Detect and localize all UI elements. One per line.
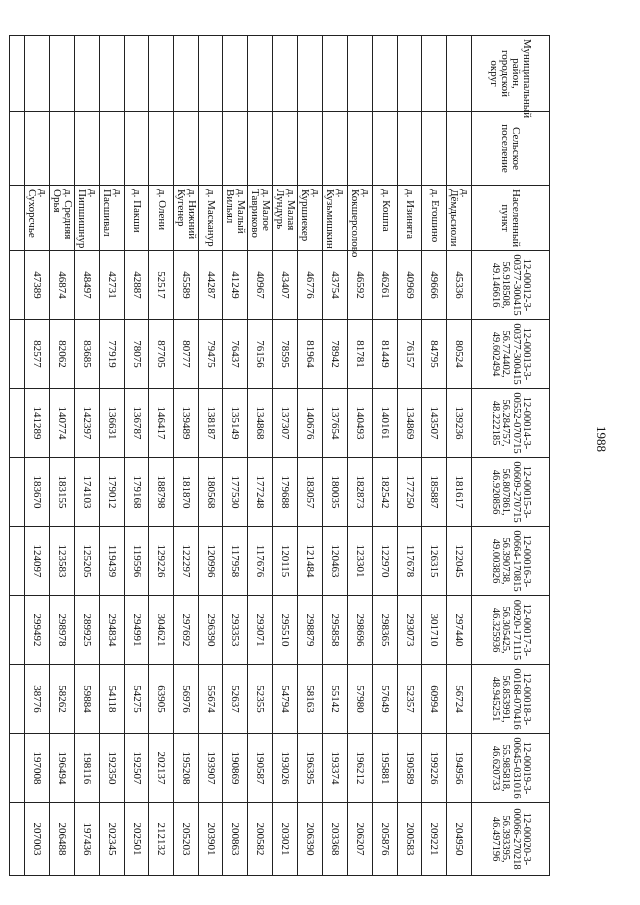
- distance-table: [9, 35, 550, 876]
- distance-cell: 46874: [50, 251, 75, 320]
- district-cell: [248, 36, 273, 112]
- distance-cell: 117678: [398, 527, 423, 596]
- distance-cell: 183670: [25, 458, 50, 527]
- distance-cell: 199226: [422, 734, 447, 803]
- distance-cell: 42731: [100, 251, 125, 320]
- settlement-cell: [447, 112, 472, 186]
- distance-cell: 52357: [398, 665, 423, 734]
- settlement-cell: [422, 112, 447, 186]
- locality-cell: д. Малая Лундурь: [273, 186, 298, 251]
- locality-cell: д. Кошпа: [373, 186, 398, 251]
- distance-cell: 46261: [373, 251, 398, 320]
- distance-cell: 52637: [223, 665, 248, 734]
- table-body: [10, 36, 472, 876]
- distance-cell: 194956: [447, 734, 472, 803]
- distance-cell: 174103: [75, 458, 100, 527]
- distance-cell: 123301: [348, 527, 373, 596]
- distance-cell: 80777: [174, 320, 199, 389]
- distance-cell: 299492: [25, 596, 50, 665]
- distance-cell: 206488: [50, 803, 75, 876]
- table-row: [273, 36, 298, 876]
- distance-cell: 46776: [298, 251, 323, 320]
- locality-cell: д. Егошино: [422, 186, 447, 251]
- distance-cell: 298696: [348, 596, 373, 665]
- distance-cell: 293353: [223, 596, 248, 665]
- distance-cell: 134868: [248, 389, 273, 458]
- distance-cell: 196212: [348, 734, 373, 803]
- settlement-cell: [50, 112, 75, 186]
- distance-cell: 200582: [248, 803, 273, 876]
- distance-cell: 298365: [373, 596, 398, 665]
- object-code-header: 12-00018-3-00168-070416 56.853991, 48.945251: [472, 665, 550, 734]
- distance-cell: 142397: [75, 389, 100, 458]
- distance-cell: 198116: [75, 734, 100, 803]
- district-cell: [398, 36, 423, 112]
- distance-cell: 57980: [348, 665, 373, 734]
- distance-cell: 136787: [125, 389, 150, 458]
- locality-cell: д. Масканур: [199, 186, 224, 251]
- distance-cell: 43407: [273, 251, 298, 320]
- distance-cell: 117958: [223, 527, 248, 596]
- distance-cell: 181617: [447, 458, 472, 527]
- distance-cell: 49666: [422, 251, 447, 320]
- rotated-table-frame: [26, 35, 550, 875]
- district-cell: [50, 36, 75, 112]
- table-row: [323, 36, 348, 876]
- distance-cell: 297440: [447, 596, 472, 665]
- settlement-cell: [223, 112, 248, 186]
- locality-cell: д. Малый Вильял: [223, 186, 248, 251]
- distance-cell: 43754: [323, 251, 348, 320]
- distance-cell: 185887: [422, 458, 447, 527]
- distance-cell: 52355: [248, 665, 273, 734]
- distance-cell: 135149: [223, 389, 248, 458]
- locality-cell: д. Пакши: [125, 186, 150, 251]
- distance-cell: 59884: [75, 665, 100, 734]
- distance-cell: 122045: [447, 527, 472, 596]
- distance-cell: 294991: [125, 596, 150, 665]
- table-row: [25, 36, 50, 876]
- distance-cell: 119439: [100, 527, 125, 596]
- distance-cell: [10, 527, 25, 596]
- distance-cell: 81781: [348, 320, 373, 389]
- district-cell: [125, 36, 150, 112]
- locality-cell: д. Средняя Орья: [50, 186, 75, 251]
- table-row: [125, 36, 150, 876]
- locality-cell: д. Пасшивал: [100, 186, 125, 251]
- object-code-header: 12-00016-3-00664-170815 56.390738, 49.003826: [472, 527, 550, 596]
- object-code-header: 12-00012-3-00377-300415 56.918508, 49.146616: [472, 251, 550, 320]
- distance-cell: 120996: [199, 527, 224, 596]
- table-row: [348, 36, 373, 876]
- distance-cell: 122970: [373, 527, 398, 596]
- distance-cell: [10, 803, 25, 876]
- distance-cell: 58163: [298, 665, 323, 734]
- distance-cell: 304621: [149, 596, 174, 665]
- distance-cell: 140774: [50, 389, 75, 458]
- locality-cell: д. Кокшерсолово: [348, 186, 373, 251]
- table-row: [199, 36, 224, 876]
- district-cell: [223, 36, 248, 112]
- table-row: [422, 36, 447, 876]
- distance-cell: 183155: [50, 458, 75, 527]
- distance-cell: 41249: [223, 251, 248, 320]
- district-cell: [149, 36, 174, 112]
- distance-cell: 179688: [273, 458, 298, 527]
- distance-cell: 82062: [50, 320, 75, 389]
- distance-cell: 180568: [199, 458, 224, 527]
- distance-cell: 119596: [125, 527, 150, 596]
- distance-cell: 188798: [149, 458, 174, 527]
- settlement-cell: [174, 112, 199, 186]
- object-code-header: 12-00014-3-00552-070715 56.284757, 48.222185: [472, 389, 550, 458]
- settlement-cell: [373, 112, 398, 186]
- distance-cell: 78942: [323, 320, 348, 389]
- district-cell: [10, 36, 25, 112]
- distance-cell: 56976: [174, 665, 199, 734]
- distance-cell: 54275: [125, 665, 150, 734]
- distance-cell: 203368: [323, 803, 348, 876]
- distance-cell: 122297: [174, 527, 199, 596]
- distance-cell: 76437: [223, 320, 248, 389]
- distance-cell: 200863: [223, 803, 248, 876]
- settlement-cell: [25, 112, 50, 186]
- distance-cell: 205876: [373, 803, 398, 876]
- locality-cell: д. Изинята: [398, 186, 423, 251]
- distance-cell: 183057: [298, 458, 323, 527]
- distance-cell: 77919: [100, 320, 125, 389]
- distance-cell: 47389: [25, 251, 50, 320]
- distance-cell: 81449: [373, 320, 398, 389]
- distance-cell: 78075: [125, 320, 150, 389]
- distance-cell: 297692: [174, 596, 199, 665]
- distance-cell: 125205: [75, 527, 100, 596]
- settlement-cell: [10, 112, 25, 186]
- distance-cell: [10, 665, 25, 734]
- distance-cell: 294834: [100, 596, 125, 665]
- district-cell: [298, 36, 323, 112]
- locality-cell: д. Куршиекер: [298, 186, 323, 251]
- district-cell: [199, 36, 224, 112]
- table-row: [223, 36, 248, 876]
- locality-cell: д. Нижний Кугенер: [174, 186, 199, 251]
- distance-cell: 197008: [25, 734, 50, 803]
- object-code-header: 12-00013-3-00377-300415 56.774402, 49.602494: [472, 320, 550, 389]
- distance-cell: 87705: [149, 320, 174, 389]
- distance-cell: 177248: [248, 458, 273, 527]
- table-row: [75, 36, 100, 876]
- distance-cell: 82577: [25, 320, 50, 389]
- distance-cell: 55142: [323, 665, 348, 734]
- distance-cell: 209221: [422, 803, 447, 876]
- distance-cell: 179168: [125, 458, 150, 527]
- district-cell: [323, 36, 348, 112]
- distance-cell: 60994: [422, 665, 447, 734]
- distance-cell: 58262: [50, 665, 75, 734]
- distance-cell: 177250: [398, 458, 423, 527]
- district-cell: [75, 36, 100, 112]
- distance-cell: 140161: [373, 389, 398, 458]
- settlement-cell: [149, 112, 174, 186]
- distance-cell: 78595: [273, 320, 298, 389]
- distance-cell: 177530: [223, 458, 248, 527]
- distance-cell: 181870: [174, 458, 199, 527]
- distance-cell: 190869: [223, 734, 248, 803]
- distance-cell: 140676: [298, 389, 323, 458]
- distance-cell: 206390: [298, 803, 323, 876]
- locality-cell: [10, 186, 25, 251]
- distance-cell: 196494: [50, 734, 75, 803]
- distance-cell: 138187: [199, 389, 224, 458]
- distance-cell: 121484: [298, 527, 323, 596]
- distance-cell: 129226: [149, 527, 174, 596]
- distance-cell: 195208: [174, 734, 199, 803]
- distance-cell: 40969: [398, 251, 423, 320]
- distance-cell: 190589: [398, 734, 423, 803]
- distance-cell: 202345: [100, 803, 125, 876]
- district-cell: [373, 36, 398, 112]
- distance-cell: 182873: [348, 458, 373, 527]
- distance-cell: 139489: [174, 389, 199, 458]
- district-cell: [422, 36, 447, 112]
- distance-cell: 137307: [273, 389, 298, 458]
- table-row: [248, 36, 273, 876]
- settlement-cell: [398, 112, 423, 186]
- settlement-cell: [125, 112, 150, 186]
- district-cell: [25, 36, 50, 112]
- distance-cell: 57649: [373, 665, 398, 734]
- distance-cell: 134869: [398, 389, 423, 458]
- distance-cell: 289925: [75, 596, 100, 665]
- distance-cell: 40967: [248, 251, 273, 320]
- distance-cell: [10, 596, 25, 665]
- object-code-header: 12-00015-3-00609-270715 56.807861, 46.920856: [472, 458, 550, 527]
- distance-cell: 54118: [100, 665, 125, 734]
- table-row: [373, 36, 398, 876]
- distance-cell: 301710: [422, 596, 447, 665]
- distance-cell: 298978: [50, 596, 75, 665]
- distance-cell: 298879: [298, 596, 323, 665]
- distance-cell: [10, 458, 25, 527]
- distance-cell: 123583: [50, 527, 75, 596]
- distance-cell: 195881: [373, 734, 398, 803]
- locality-cell: д. Кузьмишкин: [323, 186, 348, 251]
- header-row: [472, 36, 550, 876]
- distance-cell: 55674: [199, 665, 224, 734]
- settlement-cell: [248, 112, 273, 186]
- settlement-cell: [199, 112, 224, 186]
- distance-cell: 212132: [149, 803, 174, 876]
- locality-cell: д. Малое Тавриково: [248, 186, 273, 251]
- distance-cell: 44287: [199, 251, 224, 320]
- distance-cell: 206207: [348, 803, 373, 876]
- distance-cell: 42887: [125, 251, 150, 320]
- settlement-cell: [298, 112, 323, 186]
- distance-cell: 197436: [75, 803, 100, 876]
- column-header: Населенный пункт: [472, 186, 550, 251]
- distance-cell: 120115: [273, 527, 298, 596]
- object-code-header: 12-00019-3-00645-031016 55.985818, 46.620733: [472, 734, 550, 803]
- distance-cell: 146417: [149, 389, 174, 458]
- page-number: 1988: [594, 426, 609, 452]
- table-row: [174, 36, 199, 876]
- distance-cell: 296390: [199, 596, 224, 665]
- distance-cell: 81964: [298, 320, 323, 389]
- distance-cell: 180035: [323, 458, 348, 527]
- distance-cell: 76157: [398, 320, 423, 389]
- distance-cell: 193374: [323, 734, 348, 803]
- distance-cell: 124097: [25, 527, 50, 596]
- distance-cell: 79475: [199, 320, 224, 389]
- table-row: [50, 36, 75, 876]
- distance-cell: 48497: [75, 251, 100, 320]
- distance-cell: 63905: [149, 665, 174, 734]
- distance-cell: 203021: [273, 803, 298, 876]
- district-cell: [174, 36, 199, 112]
- distance-cell: [10, 320, 25, 389]
- distance-cell: 203901: [199, 803, 224, 876]
- table-row: [398, 36, 423, 876]
- distance-cell: 84795: [422, 320, 447, 389]
- settlement-cell: [273, 112, 298, 186]
- locality-cell: д. Сухорсчье: [25, 186, 50, 251]
- distance-cell: 45336: [447, 251, 472, 320]
- table-row: [298, 36, 323, 876]
- distance-cell: 293073: [398, 596, 423, 665]
- settlement-cell: [323, 112, 348, 186]
- distance-cell: 295510: [273, 596, 298, 665]
- distance-cell: 140493: [348, 389, 373, 458]
- distance-cell: 54794: [273, 665, 298, 734]
- distance-cell: 52517: [149, 251, 174, 320]
- distance-cell: [10, 251, 25, 320]
- distance-cell: 141289: [25, 389, 50, 458]
- district-cell: [100, 36, 125, 112]
- distance-cell: 76156: [248, 320, 273, 389]
- distance-cell: 120463: [323, 527, 348, 596]
- distance-cell: 293071: [248, 596, 273, 665]
- distance-cell: 46592: [348, 251, 373, 320]
- table-row: [10, 36, 25, 876]
- distance-cell: 192350: [100, 734, 125, 803]
- table-row: [447, 36, 472, 876]
- distance-cell: 126315: [422, 527, 447, 596]
- distance-cell: 295858: [323, 596, 348, 665]
- table-row: [100, 36, 125, 876]
- table-row: [149, 36, 174, 876]
- distance-cell: 182542: [373, 458, 398, 527]
- distance-cell: 139236: [447, 389, 472, 458]
- settlement-cell: [348, 112, 373, 186]
- distance-cell: 137654: [323, 389, 348, 458]
- locality-cell: д. Дёмдьсиоли: [447, 186, 472, 251]
- settlement-cell: [100, 112, 125, 186]
- column-header: Сельское поселение: [472, 112, 550, 186]
- distance-cell: 143507: [422, 389, 447, 458]
- distance-cell: 205203: [174, 803, 199, 876]
- distance-cell: [10, 734, 25, 803]
- distance-cell: 193907: [199, 734, 224, 803]
- district-cell: [273, 36, 298, 112]
- distance-cell: 136631: [100, 389, 125, 458]
- object-code-header: 12-00017-3-00920-171115 56.305425, 46.325936: [472, 596, 550, 665]
- locality-cell: д. Пипшишнур: [75, 186, 100, 251]
- distance-cell: 117676: [248, 527, 273, 596]
- distance-cell: 179012: [100, 458, 125, 527]
- object-code-header: 12-00020-3-00066-270218 56.393395, 46.497196: [472, 803, 550, 876]
- distance-cell: 202501: [125, 803, 150, 876]
- locality-cell: д. Олени: [149, 186, 174, 251]
- distance-cell: 200583: [398, 803, 423, 876]
- distance-cell: 38776: [25, 665, 50, 734]
- distance-cell: 202137: [149, 734, 174, 803]
- distance-cell: 80524: [447, 320, 472, 389]
- distance-cell: 190587: [248, 734, 273, 803]
- distance-cell: 56724: [447, 665, 472, 734]
- district-cell: [348, 36, 373, 112]
- distance-cell: 83685: [75, 320, 100, 389]
- distance-cell: 207003: [25, 803, 50, 876]
- distance-cell: 192507: [125, 734, 150, 803]
- distance-cell: 196395: [298, 734, 323, 803]
- column-header: Муниципальный район, городской округ: [472, 36, 550, 112]
- district-cell: [447, 36, 472, 112]
- distance-cell: 193026: [273, 734, 298, 803]
- distance-cell: [10, 389, 25, 458]
- distance-cell: 45589: [174, 251, 199, 320]
- settlement-cell: [75, 112, 100, 186]
- distance-cell: 204950: [447, 803, 472, 876]
